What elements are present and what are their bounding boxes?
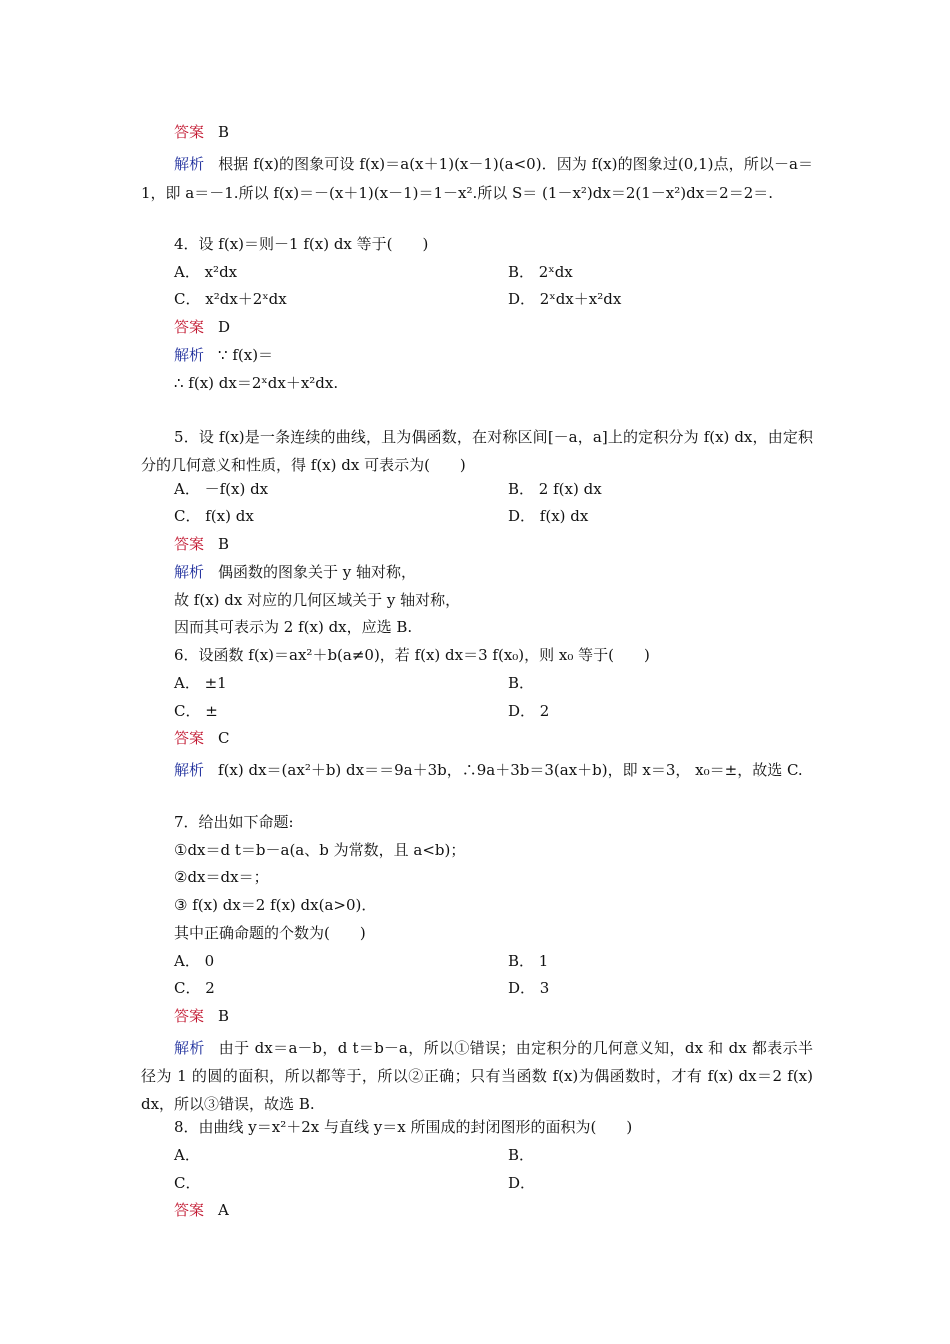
q6-explanation	[141, 756, 813, 784]
q6-option-c: C． ±	[174, 702, 218, 720]
q3-explanation	[141, 150, 813, 208]
q6-stem: 6．设函数 f(x)＝ax²＋b(a≠0)，若 f(x) dx＝3 f(x₀)，则 x₀ 等于( )	[174, 646, 650, 664]
q3-answer	[174, 122, 229, 142]
q4-option-d: D． 2ˣdx＋x²dx	[508, 290, 622, 308]
answer-value: A	[218, 1201, 229, 1219]
q4-explanation	[174, 345, 273, 365]
q7-explanation	[141, 1034, 813, 1118]
explanation-text: 由于 dx＝a－b，d t＝b－a，所以①错误；由定积分的几何意义知，dx 和 dx 都表示半径为 1 的圆的面积，所以都等于，所以②正确；只有当函数 f(x)为偶函数时，才有 f(x) dx＝2 f(x) dx，所以③错误，故选 B.	[141, 1039, 813, 1113]
explanation-text: f(x) dx＝(ax²＋b) dx＝＝9a＋3b，∴9a＋3b＝3(ax＋b)，即 x＝3， x₀＝±，故选 C.	[218, 761, 803, 779]
answer-value: B	[218, 123, 230, 141]
q7-proposition-3: ③ f(x) dx＝2 f(x) dx(a>0)．	[174, 896, 377, 914]
q8-option-b: B．	[508, 1146, 535, 1164]
q6-option-a: A． ±1	[174, 674, 227, 692]
q8-option-a: A．	[174, 1146, 200, 1164]
q7-answer	[174, 1006, 229, 1026]
q4-option-b: B． 2ˣdx	[508, 263, 573, 281]
q5-stem	[141, 423, 813, 479]
explanation-text: ∵ f(x)＝	[218, 346, 274, 364]
explanation-text: 根据 f(x)的图象可设 f(x)＝a(x＋1)(x－1)(a<0)．因为 f(x)的图象过(0,1)点，所以－a＝1，即 a＝－1.所以 f(x)＝－(x＋1)(x－1)＝1－x².所以 S＝ (1－x²)dx＝2(1－x²)dx＝2＝2＝.	[141, 155, 813, 202]
explanation-label: 解析	[174, 761, 205, 779]
answer-value: D	[218, 318, 231, 336]
q7-option-d: D． 3	[508, 979, 550, 997]
explanation-text: 偶函数的图象关于 y 轴对称，	[218, 563, 417, 581]
q5-option-c: C． f(x) dx	[174, 507, 254, 525]
answer-label: 答案	[174, 729, 205, 747]
explanation-label: 解析	[174, 1039, 205, 1057]
q5-answer	[174, 534, 229, 554]
q4-explanation-line2: ∴ f(x) dx＝2ˣdx＋x²dx.	[174, 374, 339, 392]
answer-label: 答案	[174, 1201, 205, 1219]
q5-explanation-line3: 因而其可表示为 2 f(x) dx，应选 B.	[174, 618, 413, 636]
q8-stem: 8．由曲线 y＝x²＋2x 与直线 y＝x 所围成的封闭图形的面积为( )	[174, 1118, 633, 1136]
explanation-label: 解析	[174, 155, 205, 173]
q8-option-d: D．	[508, 1174, 536, 1192]
answer-value: C	[218, 729, 230, 747]
explanation-label: 解析	[174, 563, 205, 581]
q4-option-a: A． x²dx	[174, 263, 238, 281]
q7-proposition-1: ①dx＝d t＝b－a(a、b 为常数，且 a<b)；	[174, 841, 466, 859]
q7-option-a: A． 0	[174, 952, 215, 970]
q6-answer	[174, 728, 230, 748]
q4-stem: 4．设 f(x)＝则－1 f(x) dx 等于( )	[174, 235, 429, 253]
q4-option-c: C． x²dx＋2ˣdx	[174, 290, 287, 308]
q5-option-d: D． f(x) dx	[508, 507, 589, 525]
q5-explanation	[174, 562, 416, 582]
answer-label: 答案	[174, 1007, 205, 1025]
q6-option-d: D． 2	[508, 702, 550, 720]
q7-stem: 7．给出如下命题:	[174, 813, 294, 831]
answer-label: 答案	[174, 318, 205, 336]
q7-option-c: C． 2	[174, 979, 215, 997]
q4-answer	[174, 317, 230, 337]
q7-option-b: B． 1	[508, 952, 549, 970]
q7-question: 其中正确命题的个数为( )	[174, 924, 366, 942]
answer-label: 答案	[174, 535, 205, 553]
answer-label: 答案	[174, 123, 205, 141]
q5-explanation-line2: 故 f(x) dx 对应的几何区域关于 y 轴对称，	[174, 591, 461, 609]
q5-option-a: A． －f(x) dx	[174, 480, 269, 498]
q7-proposition-2: ②dx＝dx＝；	[174, 868, 269, 886]
q8-answer	[174, 1200, 229, 1220]
q5-option-b: B． 2 f(x) dx	[508, 480, 602, 498]
answer-value: B	[218, 1007, 230, 1025]
answer-value: B	[218, 535, 230, 553]
q5-stem-text: 5．设 f(x)是一条连续的曲线，且为偶函数，在对称区间[－a，a]上的定积分为 f(x) dx，由定积分的几何意义和性质，得 f(x) dx 可表示为( )	[141, 428, 813, 474]
q8-option-c: C．	[174, 1174, 201, 1192]
q6-option-b: B．	[508, 674, 535, 692]
explanation-label: 解析	[174, 346, 205, 364]
